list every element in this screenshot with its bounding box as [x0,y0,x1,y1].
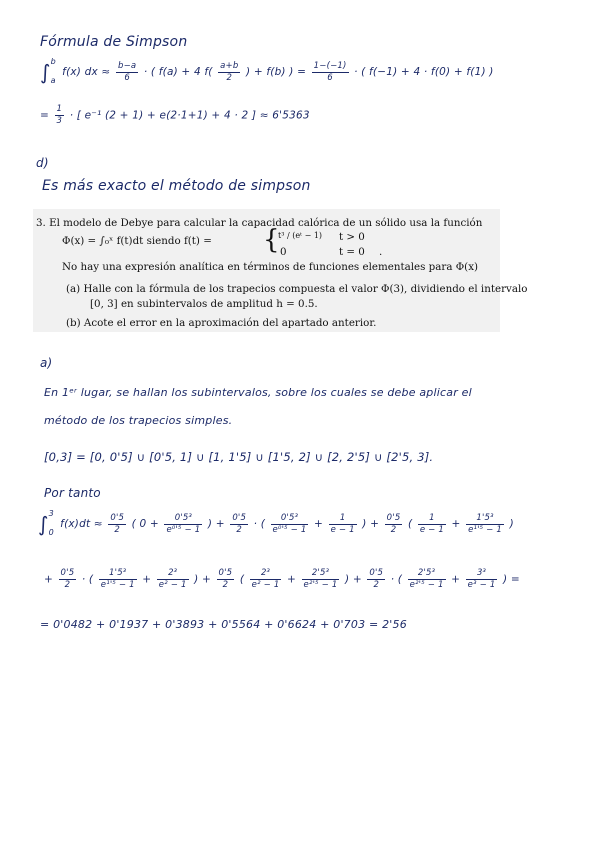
fraction: $\frac{0'5}{2}$ [218,568,233,590]
formula-text: + [44,573,53,586]
fraction: $\frac{\text{1'5³}}{\text{e¹'⁵ − 1}}$ [468,512,503,535]
fraction: $\frac{\text{2'5³}}{\text{e²'⁵ − 1}}$ [409,568,444,590]
cases-brace: { [263,225,280,255]
conclusion-text: Es más exacto el método de simpson [42,178,311,194]
formula-text: + [451,573,461,586]
fraction: $\frac{\text{2'5³}}{\text{e²'⁵ − 1}}$ [303,568,338,590]
case-2-condition: t = 0 [339,246,365,258]
fraction: $\frac{1-(-1)}{6}$ [313,60,347,83]
formula-text: + [314,518,324,530]
formula-text: ( [407,518,413,530]
equals-sign: = [40,109,49,122]
fraction: $\frac{0'5}{2}$ [60,568,75,590]
part-a-label: a) [40,356,53,370]
por-tanto: Por tanto [44,486,101,500]
upper-limit: b [50,57,56,66]
integrand: f(x) dx ≈ [62,66,111,78]
formula-text: ( [239,573,245,586]
case-1-condition: t > 0 [339,231,365,243]
phi-definition: Φ(x) = ∫₀ˣ f(t)dt siendo f(t) = [62,235,212,247]
fraction: $\frac{\text{2³}}{\text{e² − 1}}$ [251,568,280,590]
formula-text: ) [509,518,514,530]
formula-text: ) + [194,573,211,586]
upper-limit: 3 [48,509,54,518]
intervals-line: [0,3] = [0, 0'5] ∪ [0'5, 1] ∪ [1, 1'5] ∪ [1'5, 2] ∪ [2, 2'5] ∪ [2'5, 3]. [44,450,434,464]
section-title: Fórmula de Simpson [40,34,188,50]
fraction: $\frac{0'5}{2}$ [386,512,401,535]
intro-line-1: En 1ᵉʳ lugar, se hallan los subintervalos, sobre los cuales se debe aplicar el [44,386,472,399]
formula-text: ) + [345,573,362,586]
lower-limit: a [50,76,56,85]
formula-text: + [142,573,152,586]
fraction: $\frac{\text{0'5³}}{\text{e⁰'⁵ − 1}}$ [166,512,201,535]
simpson-result-line [40,104,310,127]
fraction: $\frac{b-a}{6}$ [117,60,137,83]
formula-text: ) + f(b) ) = [246,66,307,78]
item-a-line-2: [0, 3] en subintervalos de amplitud h = 0.5. [90,298,318,310]
fraction: $\frac{0'5}{2}$ [110,512,125,535]
case-2-expression: 0 [280,246,287,258]
trapezoid-row-2 [44,568,520,591]
formula-text: · [ e⁻¹ (2 + 1) + e(2·1+1) + 4 · 2 ] ≈ 6'5363 [69,109,310,122]
trapezoid-row-1 [38,509,514,537]
formula-text: · ( f(−1) + 4 · f(0) + f(1) ) [354,66,494,78]
item-a-line-1: (a) Halle con la fórmula de los trapecios compuesta el valor Φ(3), dividiendo el intervalo [66,283,528,295]
formula-text: ( 0 + [131,518,159,530]
formula-text: ) + [362,518,380,530]
problem-line-1: 3. El modelo de Debye para calcular la capacidad calórica de un sólido usa la función [36,217,483,229]
item-b: (b) Acote el error en la aproximación del apartado anterior. [66,317,377,329]
formula-text: ) = [502,573,520,586]
fraction: $\frac{\text{0'5³}}{\text{e⁰'⁵ − 1}}$ [272,512,307,535]
simpson-formula-line [40,57,494,85]
fraction: $\frac{\text{2³}}{\text{e² − 1}}$ [158,568,187,590]
formula-text: + [287,573,296,586]
fraction: $\frac{1}{e - 1}$ [419,512,444,535]
fraction: $\frac{a+b}{2}$ [220,60,239,83]
case-1-expression: t³ / (eᵗ − 1) [278,231,323,240]
integral-symbol: ∫ [38,512,49,536]
formula-text: · ( [253,518,265,530]
formula-text: · ( [390,573,403,586]
formula-text: ) + [207,518,225,530]
problem-line-3: No hay una expresión analítica en términos de funciones elementales para Φ(x) [62,261,479,273]
fraction: $\frac{0'5}{2}$ [232,512,247,535]
fraction: $\frac{0'5}{2}$ [369,568,384,590]
integrand: f(x)dt ≈ [60,518,103,530]
fraction: $\frac{\text{1'5³}}{\text{e¹'⁵ − 1}}$ [100,568,135,590]
intro-line-2: método de los trapecios simples. [44,414,233,427]
part-d-label: d) [36,156,49,170]
formula-text: + [451,518,461,530]
case-end-dot: . [379,246,383,258]
final-result: = 0'0482 + 0'1937 + 0'3893 + 0'5564 + 0'6624 + 0'703 = 2'56 [40,618,407,631]
fraction: $\frac{\text{3³}}{\text{e³ − 1}}$ [467,568,496,590]
fraction: $\frac{1}{3}$ [56,104,63,126]
lower-limit: 0 [48,528,54,537]
problem-statement [33,209,528,332]
integral-symbol: ∫ [40,60,51,84]
formula-text: · ( f(a) + 4 f( [143,66,213,78]
formula-text: · ( [81,573,94,586]
fraction: $\frac{1}{e - 1}$ [330,512,355,535]
